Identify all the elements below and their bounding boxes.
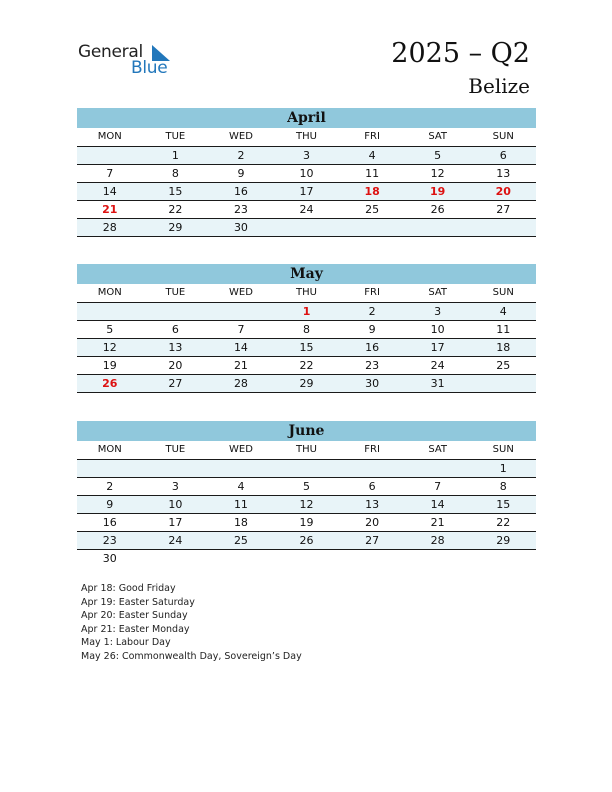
- day-cell: 16: [365, 341, 380, 354]
- day-cell: 18: [233, 516, 248, 529]
- holiday-list: [81, 582, 302, 664]
- day-cell: 24: [299, 203, 314, 216]
- day-cell: 1: [171, 149, 179, 162]
- day-cell: [470, 375, 536, 392]
- week-row: [77, 478, 536, 496]
- weekday-label: MON: [97, 287, 122, 298]
- day-cell: 2: [368, 305, 376, 318]
- holiday-note: Apr 21: Easter Monday: [81, 623, 190, 635]
- day-cell: [143, 303, 209, 320]
- day-cell: 10: [168, 498, 183, 511]
- weekday-label: FRI: [364, 131, 380, 142]
- day-cell: 17: [430, 341, 445, 354]
- week-row: [77, 375, 536, 393]
- weekday-label: SUN: [492, 287, 514, 298]
- day-cell: [208, 550, 274, 567]
- day-cell: 22: [299, 359, 314, 372]
- day-cell: 16: [233, 185, 248, 198]
- day-cell: 22: [168, 203, 183, 216]
- weekday-label: THU: [296, 131, 317, 142]
- week-row: [77, 550, 536, 567]
- day-cell: 9: [106, 498, 114, 511]
- day-cell: 19: [102, 359, 117, 372]
- week-row: [77, 165, 536, 183]
- day-cell: [339, 550, 405, 567]
- holiday-day-cell: 18: [364, 185, 380, 198]
- weekday-header-row: [77, 284, 536, 303]
- day-cell: 14: [233, 341, 248, 354]
- day-cell: 7: [434, 480, 442, 493]
- day-cell: 6: [171, 323, 179, 336]
- weekday-label: MON: [97, 131, 122, 142]
- day-cell: 27: [365, 534, 380, 547]
- weekday-label: SAT: [428, 131, 448, 142]
- weekday-label: THU: [296, 444, 317, 455]
- day-cell: 30: [102, 552, 117, 565]
- day-cell: 8: [499, 480, 507, 493]
- weekday-label: FRI: [364, 444, 380, 455]
- weekday-label: SUN: [492, 131, 514, 142]
- day-cell: 12: [430, 167, 445, 180]
- day-cell: 17: [299, 185, 314, 198]
- day-cell: [208, 303, 274, 320]
- day-cell: 30: [365, 377, 380, 390]
- day-cell: [405, 219, 471, 236]
- page-title: 2025 – Q2: [391, 38, 530, 69]
- day-cell: 31: [430, 377, 445, 390]
- day-cell: [143, 460, 209, 477]
- day-cell: 20: [365, 516, 380, 529]
- day-cell: 7: [237, 323, 245, 336]
- day-cell: 15: [496, 498, 511, 511]
- week-row: [77, 496, 536, 514]
- weekday-label: WED: [228, 131, 253, 142]
- day-cell: 21: [430, 516, 445, 529]
- day-cell: [77, 460, 143, 477]
- weekday-header-row: [77, 128, 536, 147]
- country-name: Belize: [468, 74, 530, 98]
- day-cell: 6: [368, 480, 376, 493]
- weekday-label: THU: [296, 287, 317, 298]
- day-cell: 6: [499, 149, 507, 162]
- week-row: [77, 219, 536, 237]
- day-cell: 10: [299, 167, 314, 180]
- day-cell: 24: [430, 359, 445, 372]
- weekday-label: FRI: [364, 287, 380, 298]
- day-cell: 24: [168, 534, 183, 547]
- day-cell: [405, 550, 471, 567]
- day-cell: 5: [434, 149, 442, 162]
- day-cell: 27: [496, 203, 511, 216]
- day-cell: 9: [237, 167, 245, 180]
- day-cell: 23: [365, 359, 380, 372]
- day-cell: 22: [496, 516, 511, 529]
- day-cell: 16: [102, 516, 117, 529]
- weekday-label: TUE: [165, 444, 186, 455]
- day-cell: 2: [106, 480, 114, 493]
- day-cell: 12: [299, 498, 314, 511]
- day-cell: 26: [299, 534, 314, 547]
- week-row: [77, 201, 536, 219]
- week-row: [77, 183, 536, 201]
- day-cell: 20: [168, 359, 183, 372]
- logo-text-blue: Blue: [131, 58, 168, 78]
- day-cell: [143, 550, 209, 567]
- day-cell: 28: [102, 221, 117, 234]
- day-cell: [274, 219, 340, 236]
- day-cell: 29: [299, 377, 314, 390]
- day-cell: [77, 303, 143, 320]
- day-cell: 26: [430, 203, 445, 216]
- day-cell: 11: [233, 498, 248, 511]
- logo-text-general: General: [78, 42, 143, 62]
- week-row: [77, 147, 536, 165]
- weekday-label: TUE: [165, 287, 186, 298]
- holiday-note: May 26: Commonwealth Day, Sovereign’s Day: [81, 650, 302, 662]
- day-cell: 19: [299, 516, 314, 529]
- weekday-label: WED: [228, 287, 253, 298]
- day-cell: 5: [106, 323, 114, 336]
- holiday-note: Apr 20: Easter Sunday: [81, 610, 188, 622]
- week-row: [77, 339, 536, 357]
- day-cell: 12: [102, 341, 117, 354]
- month-april: [77, 108, 536, 237]
- day-cell: 23: [102, 534, 117, 547]
- weekday-label: WED: [228, 444, 253, 455]
- day-cell: 27: [168, 377, 183, 390]
- day-cell: 1: [499, 462, 507, 475]
- day-cell: 4: [368, 149, 376, 162]
- month-name: May: [77, 264, 536, 284]
- day-cell: 25: [233, 534, 248, 547]
- day-cell: 15: [168, 185, 183, 198]
- weekday-header-row: [77, 441, 536, 460]
- day-cell: 3: [171, 480, 179, 493]
- day-cell: 28: [430, 534, 445, 547]
- day-cell: [339, 460, 405, 477]
- month-name: April: [77, 108, 536, 128]
- day-cell: 3: [303, 149, 311, 162]
- day-cell: 23: [233, 203, 248, 216]
- day-cell: 8: [303, 323, 311, 336]
- week-row: [77, 532, 536, 550]
- week-row: [77, 303, 536, 321]
- day-cell: [208, 460, 274, 477]
- weekday-label: MON: [97, 444, 122, 455]
- day-cell: [470, 550, 536, 567]
- day-cell: 29: [496, 534, 511, 547]
- day-cell: 13: [365, 498, 380, 511]
- day-cell: 3: [434, 305, 442, 318]
- weekday-label: SUN: [492, 444, 514, 455]
- day-cell: [77, 147, 143, 164]
- day-cell: 13: [168, 341, 183, 354]
- day-cell: [405, 460, 471, 477]
- month-name: June: [77, 421, 536, 441]
- day-cell: [274, 460, 340, 477]
- day-cell: 25: [496, 359, 511, 372]
- day-cell: 4: [499, 305, 507, 318]
- week-row: [77, 460, 536, 478]
- day-cell: [470, 219, 536, 236]
- day-cell: 13: [496, 167, 511, 180]
- day-cell: 11: [496, 323, 511, 336]
- day-cell: 8: [171, 167, 179, 180]
- holiday-note: May 1: Labour Day: [81, 637, 171, 649]
- holiday-note: Apr 18: Good Friday: [81, 583, 176, 594]
- day-cell: 7: [106, 167, 114, 180]
- month-june: [77, 421, 536, 567]
- day-cell: [274, 550, 340, 567]
- week-row: [77, 321, 536, 339]
- day-cell: 21: [233, 359, 248, 372]
- day-cell: 11: [365, 167, 380, 180]
- day-cell: 2: [237, 149, 245, 162]
- day-cell: 9: [368, 323, 376, 336]
- holiday-note: Apr 19: Easter Saturday: [81, 596, 195, 608]
- day-cell: 10: [430, 323, 445, 336]
- week-row: [77, 357, 536, 375]
- day-cell: 14: [102, 185, 117, 198]
- day-cell: 17: [168, 516, 183, 529]
- day-cell: 25: [365, 203, 380, 216]
- day-cell: 18: [496, 341, 511, 354]
- day-cell: 30: [233, 221, 248, 234]
- month-may: [77, 264, 536, 393]
- day-cell: 4: [237, 480, 245, 493]
- day-cell: 15: [299, 341, 314, 354]
- weekday-label: SAT: [428, 287, 448, 298]
- holiday-day-cell: 19: [430, 185, 446, 198]
- holiday-day-cell: 20: [495, 185, 511, 198]
- day-cell: [339, 219, 405, 236]
- holiday-day-cell: 26: [102, 377, 118, 390]
- day-cell: 14: [430, 498, 445, 511]
- day-cell: 28: [233, 377, 248, 390]
- day-cell: 5: [303, 480, 311, 493]
- weekday-label: TUE: [165, 131, 186, 142]
- holiday-day-cell: 21: [102, 203, 118, 216]
- holiday-day-cell: 1: [302, 305, 311, 318]
- week-row: [77, 514, 536, 532]
- day-cell: 29: [168, 221, 183, 234]
- weekday-label: SAT: [428, 444, 448, 455]
